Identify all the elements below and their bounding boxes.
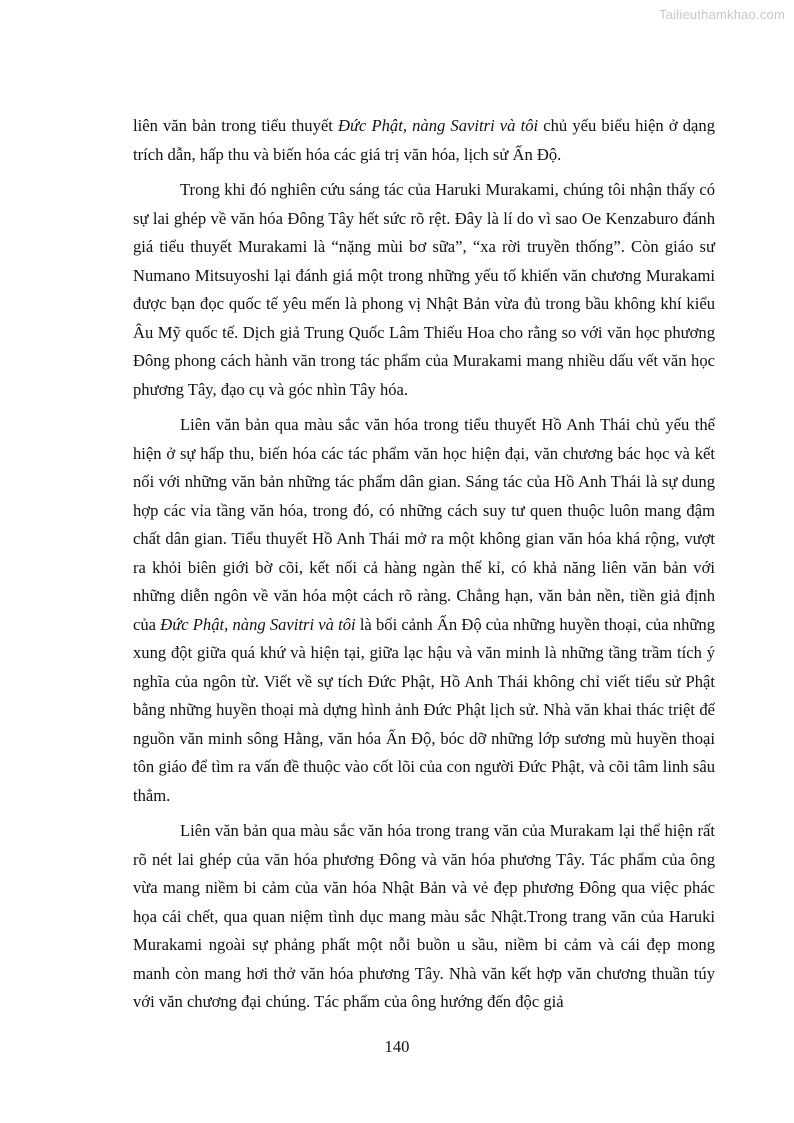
paragraph-1-text-c: chủ yếu biểu hiện ở dạng trích dẫn, hấp thu và biến hóa các giá trị văn hóa, lịch sử Ấn Độ. bbox=[133, 116, 715, 164]
paragraph-4: Liên văn bản qua màu sắc văn hóa trong trang văn của Murakam lại thể hiện rất rõ nét lai ghép của văn hóa phương Đông và văn hóa phương Tây. Tác phẩm của ông vừa mang niềm bi cảm của văn hóa Nhật Bản và vẻ đẹp phương Đông qua việc phác họa cái chết, qua quan niệm tình dục mang màu sắc Nhật.Trong trang văn của Haruki Murakami ngoài sự phảng phất một nỗi buồn u sầu, niềm bi cảm và cái đẹp mong manh còn mang hơi thở văn hóa phương Tây. Nhà văn kết hợp văn chương thuần túy với văn chương đại chúng. Tác phẩm của ông hướng đến độc giả bbox=[133, 821, 715, 1011]
book-title-italic: Đức Phật, nàng Savitri và tôi bbox=[160, 614, 356, 634]
paragraph-3-text-c: là bối cảnh Ấn Độ của những huyền thoại, của những xung đột giữa quá khứ và hiện tại, giữa lạc hậu và văn minh là những tầng trầm tích ý nghĩa của ngôn từ. Viết về sự tích Đức Phật, Hồ Anh Thái không chỉ viết tiểu sử Phật bằng những huyền thoại mà dựng hình ảnh Đức Phật lịch sử. Nhà văn khai thác triệt để nguồn văn minh sông Hằng, văn hóa Ấn Độ, bóc dỡ những lớp sương mù huyền thoại tôn giáo để tìm ra vấn đề thuộc vào cốt lõi của con người Đức Phật, và cõi tâm linh sâu thẳm. bbox=[133, 614, 715, 805]
paragraph-1-text-a: liên văn bản trong tiểu thuyết bbox=[133, 116, 338, 135]
page-number: 140 bbox=[384, 1037, 410, 1056]
paragraph-2: Trong khi đó nghiên cứu sáng tác của Haruki Murakami, chúng tôi nhận thấy có sự lai ghép về văn hóa Đông Tây hết sức rõ rệt. Đây là lí do vì sao Oe Kenzaburo đánh giá tiểu thuyết Murakami là “nặng mùi bơ sữa”, “xa rời truyền thống”. Còn giáo sư Numano Mitsuyoshi lại đánh giá một trong những yếu tố khiến văn chương Murakami được bạn đọc quốc tế yêu mến là phong vị Nhật Bản vừa đủ trong bầu không khí kiểu Âu Mỹ quốc tế. Dịch giả Trung Quốc Lâm Thiếu Hoa cho rằng so với văn học phương Đông phong cách hành văn trong tác phẩm của Murakami mang nhiều dấu vết văn học phương Tây, đạo cụ và góc nhìn Tây hóa. bbox=[133, 180, 715, 399]
watermark-text: Tailieuthamkhao.com bbox=[659, 7, 785, 22]
paragraph-3-text-a: Liên văn bản qua màu sắc văn hóa trong tiểu thuyết Hồ Anh Thái chủ yếu thể hiện ở sự hấp thu, biến hóa các tác phẩm văn học hiện đại, văn chương bác học và kết nối với những văn bản những tác phẩm dân gian. Sáng tác của Hồ Anh Thái là sự dung hợp các vỉa tầng văn hóa, trong đó, có những cách suy tư quen thuộc luôn mang đậm chất dân gian. Tiểu thuyết Hồ Anh Thái mở ra một không gian văn hóa khá rộng, vượt ra khỏi biên giới bờ cõi, kết nối cả hàng ngàn thế kỉ, có khả năng liên văn bản với những diễn ngôn về văn hóa một cách rõ ràng. Chẳng hạn, văn bản nền, tiền giả định của bbox=[133, 415, 715, 634]
paragraph-1 bbox=[133, 112, 715, 169]
page-body bbox=[133, 112, 715, 1024]
paragraph-3 bbox=[133, 411, 715, 810]
book-title-italic: Đức Phật, nàng Savitri và tôi bbox=[337, 116, 539, 135]
